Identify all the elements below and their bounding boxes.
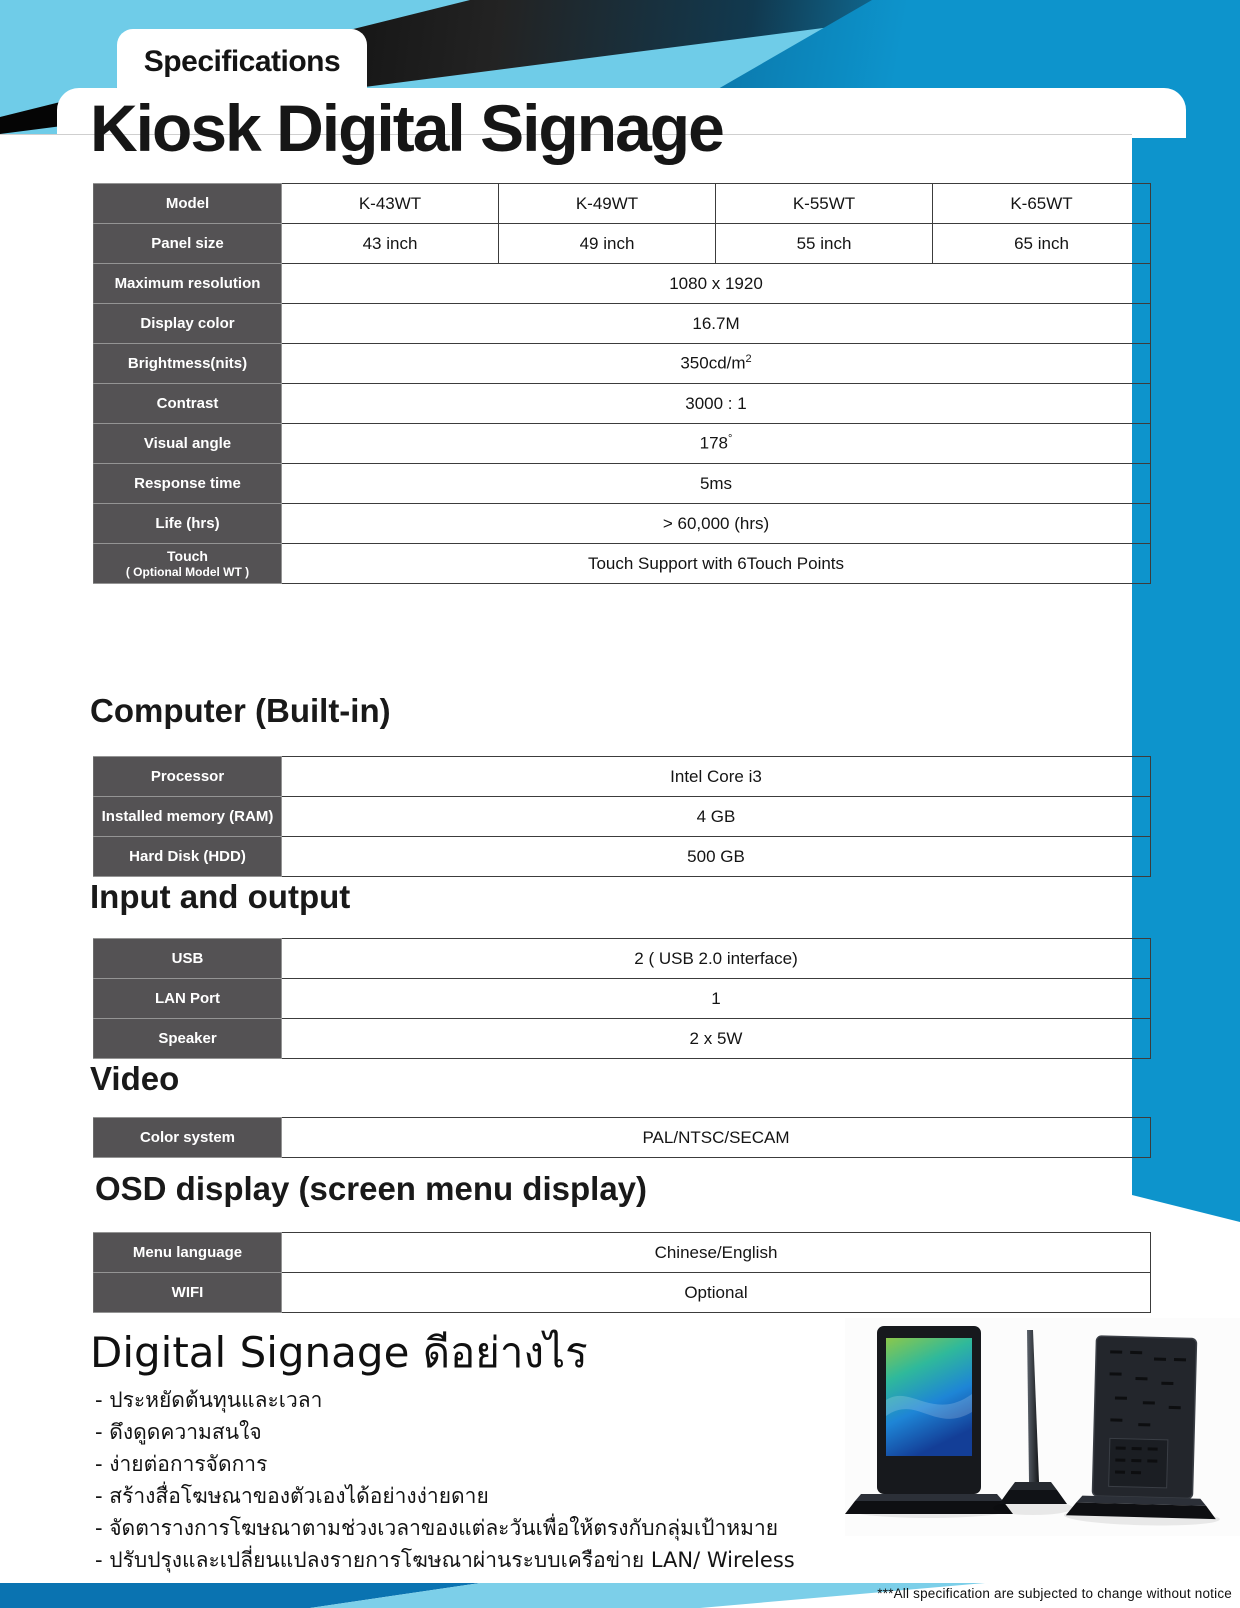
row-value: 2 ( USB 2.0 interface) [282, 939, 1151, 979]
row-value: 4 GB [282, 797, 1151, 837]
spec-row [94, 264, 1151, 304]
row-value: Optional [282, 1273, 1151, 1313]
spec-row [94, 184, 1151, 224]
video-table [93, 1117, 1151, 1158]
row-label: Brightmess(nits) [94, 344, 282, 384]
section-heading-video: Video [90, 1060, 180, 1097]
spec-row [94, 837, 1151, 877]
row-label: Display color [94, 304, 282, 344]
spec-row [94, 344, 1151, 384]
row-label: Visual angle [94, 424, 282, 464]
product-photo [845, 1318, 1240, 1536]
row-label: Life (hrs) [94, 504, 282, 544]
main-spec-table [93, 183, 1151, 584]
benefit-item: - จัดตารางการโฆษณาตามช่วงเวลาของแต่ละวันเพื่อให้ตรงกับกลุ่มเป้าหมาย [95, 1516, 779, 1540]
row-label: Touch ( Optional Model WT ) [94, 544, 282, 584]
row-value: 1 [282, 979, 1151, 1019]
page-title: Kiosk Digital Signage [90, 91, 723, 165]
section-heading-input-output: Input and output [90, 878, 351, 915]
osd-table [93, 1232, 1151, 1313]
row-label: USB [94, 939, 282, 979]
benefits-list [95, 1384, 840, 1576]
row-label: Speaker [94, 1019, 282, 1059]
row-value: 178° [282, 424, 1151, 464]
row-value: K-65WT [933, 184, 1151, 224]
spec-row [94, 1233, 1151, 1273]
benefits-heading: Digital Signage ดีอย่างไร [90, 1328, 588, 1377]
row-label: Model [94, 184, 282, 224]
row-label: Menu language [94, 1233, 282, 1273]
row-value: K-43WT [282, 184, 499, 224]
spec-row [94, 304, 1151, 344]
row-value: K-49WT [499, 184, 716, 224]
row-value: > 60,000 (hrs) [282, 504, 1151, 544]
row-value: 49 inch [499, 224, 716, 264]
specifications-tab-label: Specifications [143, 45, 341, 78]
row-value: Intel Core i3 [282, 757, 1151, 797]
benefit-item: - ง่ายต่อการจัดการ [95, 1452, 268, 1476]
row-label: Contrast [94, 384, 282, 424]
row-value: 5ms [282, 464, 1151, 504]
specifications-tab [117, 29, 367, 95]
spec-row [94, 797, 1151, 837]
row-value: Chinese/English [282, 1233, 1151, 1273]
row-value: $350cd/m^2$ [282, 344, 1151, 384]
row-value: 3000 : 1 [282, 384, 1151, 424]
row-label: Hard Disk (HDD) [94, 837, 282, 877]
spec-row [94, 1118, 1151, 1158]
row-value: 65 inch [933, 224, 1151, 264]
row-value: 16.7M [282, 304, 1151, 344]
spec-row [94, 1019, 1151, 1059]
spec-row [94, 757, 1151, 797]
spec-row [94, 224, 1151, 264]
spec-row [94, 979, 1151, 1019]
row-value: 2 x 5W [282, 1019, 1151, 1059]
spec-row [94, 384, 1151, 424]
kiosk-front-view-image [845, 1326, 1013, 1518]
spec-row [94, 464, 1151, 504]
row-label: LAN Port [94, 979, 282, 1019]
benefit-item: - ดึงดูดความสนใจ [95, 1420, 262, 1444]
section-heading-osd: OSD display (screen menu display) [95, 1170, 648, 1207]
row-value: 43 inch [282, 224, 499, 264]
row-value: Touch Support with 6Touch Points [282, 544, 1151, 584]
row-value: K-55WT [716, 184, 933, 224]
kiosk-renders [845, 1318, 1240, 1536]
benefit-item: - ปรับปรุงและเปลี่ยนแปลงรายการโฆษณาผ่านระบบเครือข่าย LAN/ Wireless [95, 1548, 795, 1572]
benefit-item: - ประหยัดต้นทุนและเวลา [95, 1388, 323, 1412]
row-label: WIFI [94, 1273, 282, 1313]
input-output-table [93, 938, 1151, 1059]
row-label: Color system [94, 1118, 282, 1158]
benefit-item: - สร้างสื่อโฆษณาของตัวเองได้อย่างง่ายดาย [95, 1484, 489, 1508]
spec-row [94, 504, 1151, 544]
kiosk-back-view-image [1064, 1335, 1225, 1527]
footer-note: ***All specification are subjected to change without notice [877, 1586, 1232, 1601]
row-label: Panel size [94, 224, 282, 264]
spec-row [94, 1273, 1151, 1313]
row-value: 55 inch [716, 224, 933, 264]
row-label: Response time [94, 464, 282, 504]
row-label: Installed memory (RAM) [94, 797, 282, 837]
row-value: 1080 x 1920 [282, 264, 1151, 304]
spec-row [94, 939, 1151, 979]
row-value: 500 GB [282, 837, 1151, 877]
row-value: PAL/NTSC/SECAM [282, 1118, 1151, 1158]
computer-table [93, 756, 1151, 877]
section-heading-computer: Computer (Built-in) [90, 692, 391, 729]
spec-row [94, 544, 1151, 584]
kiosk-side-view-image [993, 1330, 1073, 1515]
spec-row [94, 424, 1151, 464]
row-label: Processor [94, 757, 282, 797]
row-label: Maximum resolution [94, 264, 282, 304]
